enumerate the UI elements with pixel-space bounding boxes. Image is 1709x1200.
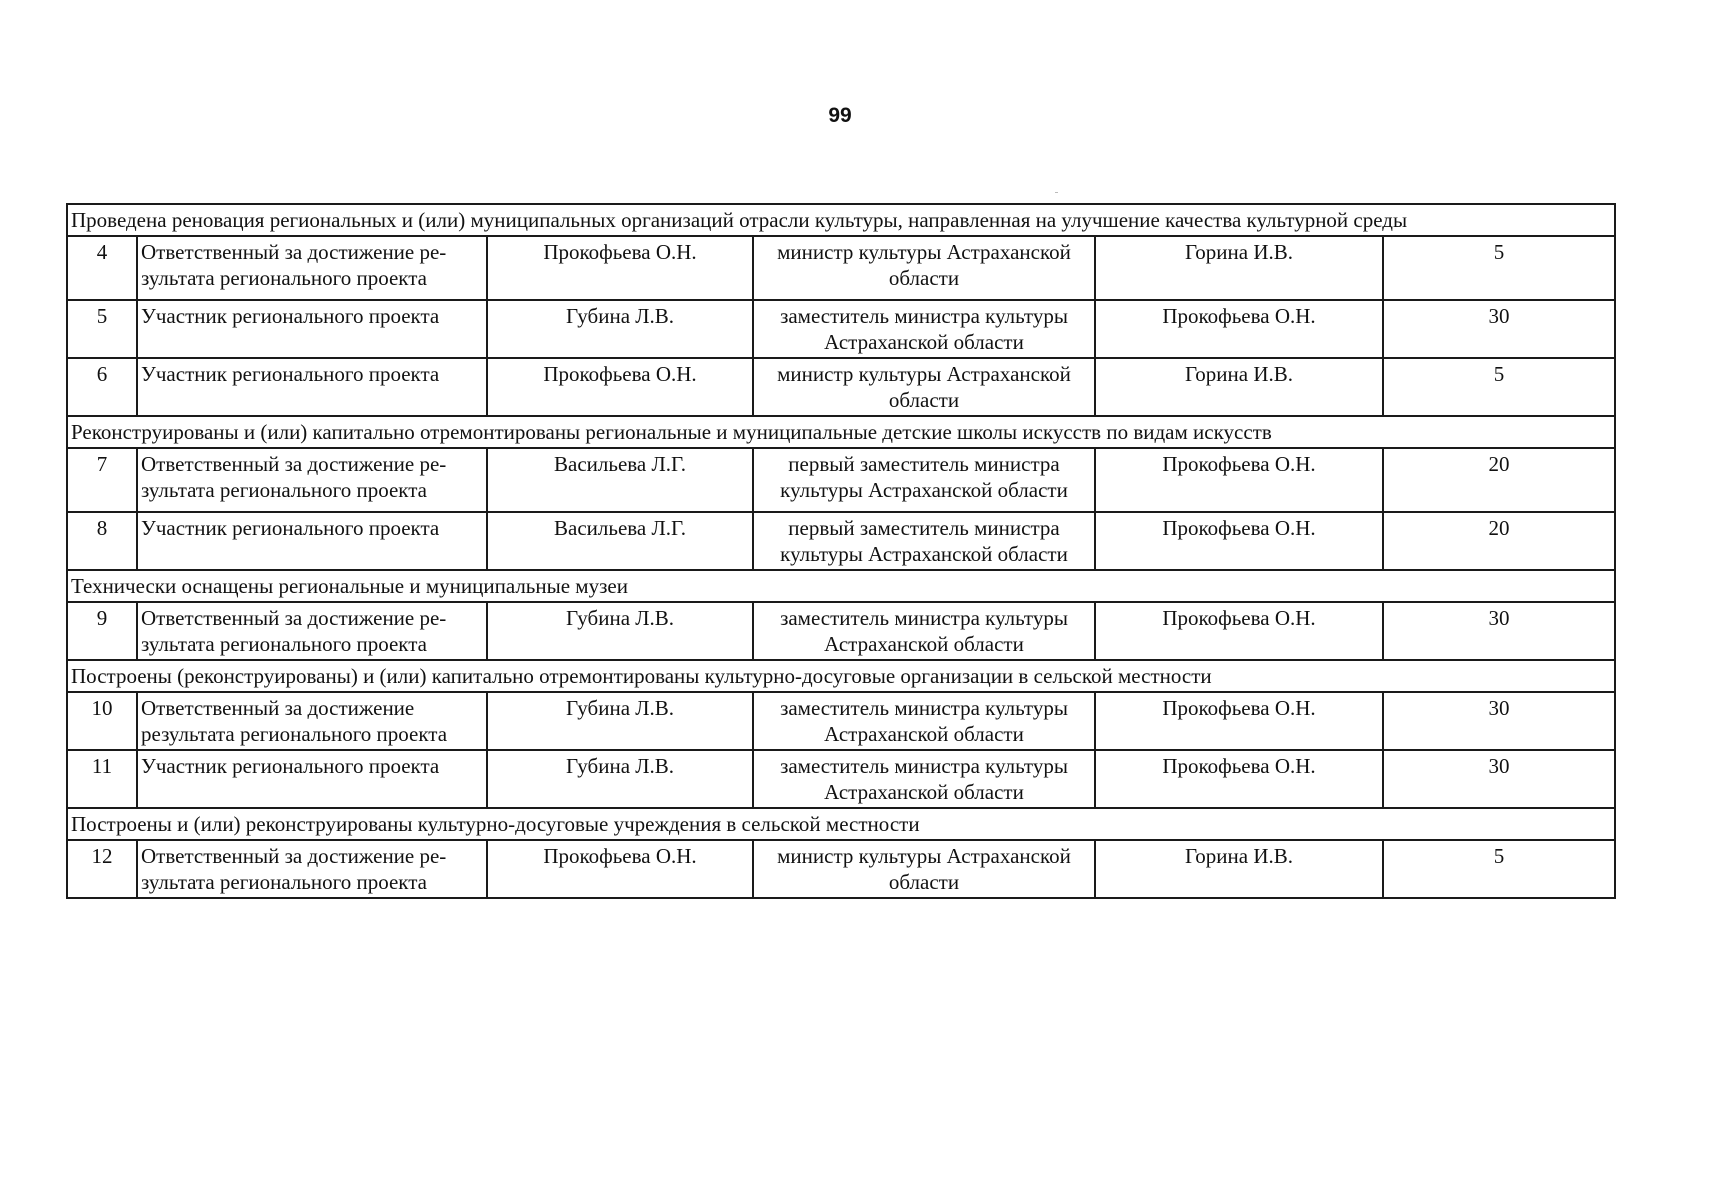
- value-cell: 30: [1383, 602, 1615, 660]
- value-cell: 30: [1383, 300, 1615, 358]
- row-number: 11: [67, 750, 137, 808]
- supervisor-cell: Горина И.В.: [1095, 236, 1383, 300]
- row-number: 12: [67, 840, 137, 898]
- responsibility-table: [66, 203, 1616, 899]
- table-row: [67, 236, 1615, 300]
- value-cell: 30: [1383, 750, 1615, 808]
- section-header-row: [67, 416, 1615, 448]
- row-number: 9: [67, 602, 137, 660]
- position-cell: заместитель министра культуры Астраханской области: [753, 602, 1095, 660]
- role-cell: Ответственный за достижение ре-зультата регионального проекта: [137, 448, 487, 512]
- name-cell: Губина Л.В.: [487, 602, 753, 660]
- section-header-row: [67, 204, 1615, 236]
- section-header-row: [67, 660, 1615, 692]
- table-row: [67, 692, 1615, 750]
- name-cell: Губина Л.В.: [487, 692, 753, 750]
- supervisor-cell: Горина И.В.: [1095, 840, 1383, 898]
- supervisor-cell: Прокофьева О.Н.: [1095, 750, 1383, 808]
- row-number: 5: [67, 300, 137, 358]
- role-cell: Участник регионального проекта: [137, 512, 487, 570]
- row-number: 8: [67, 512, 137, 570]
- name-cell: Васильева Л.Г.: [487, 448, 753, 512]
- section-header-row: [67, 808, 1615, 840]
- name-cell: Прокофьева О.Н.: [487, 358, 753, 416]
- role-cell: Ответственный за достижение ре-зультата регионального проекта: [137, 602, 487, 660]
- table-row: [67, 358, 1615, 416]
- section-title: Проведена реновация региональных и (или) муниципальных организаций отрасли культуры, направленная на улучшение качества культурной среды: [67, 204, 1615, 236]
- section-title: Построены и (или) реконструированы культурно-досуговые учреждения в сельской местности: [67, 808, 1615, 840]
- section-header-row: [67, 570, 1615, 602]
- name-cell: Губина Л.В.: [487, 300, 753, 358]
- value-cell: 20: [1383, 512, 1615, 570]
- value-cell: 30: [1383, 692, 1615, 750]
- position-cell: первый заместитель министра культуры Астраханской области: [753, 448, 1095, 512]
- value-cell: 20: [1383, 448, 1615, 512]
- row-number: 6: [67, 358, 137, 416]
- position-cell: первый заместитель министра культуры Астраханской области: [753, 512, 1095, 570]
- table-row: [67, 602, 1615, 660]
- supervisor-cell: Горина И.В.: [1095, 358, 1383, 416]
- value-cell: 5: [1383, 840, 1615, 898]
- table-row: [67, 840, 1615, 898]
- role-cell: Ответственный за достижение ре-зультата регионального проекта: [137, 840, 487, 898]
- supervisor-cell: Прокофьева О.Н.: [1095, 512, 1383, 570]
- section-title: Реконструированы и (или) капитально отремонтированы региональные и муниципальные детские школы искусств по видам искусств: [67, 416, 1615, 448]
- name-cell: Прокофьева О.Н.: [487, 840, 753, 898]
- role-cell: Участник регионального проекта: [137, 358, 487, 416]
- position-cell: заместитель министра культуры Астраханской области: [753, 692, 1095, 750]
- table-row: [67, 512, 1615, 570]
- supervisor-cell: Прокофьева О.Н.: [1095, 602, 1383, 660]
- supervisor-cell: Прокофьева О.Н.: [1095, 692, 1383, 750]
- name-cell: Васильева Л.Г.: [487, 512, 753, 570]
- role-cell: Участник регионального проекта: [137, 300, 487, 358]
- position-cell: министр культуры Астраханской области: [753, 358, 1095, 416]
- page-number: 99: [828, 104, 852, 127]
- table-row: [67, 750, 1615, 808]
- row-number: 4: [67, 236, 137, 300]
- supervisor-cell: Прокофьева О.Н.: [1095, 300, 1383, 358]
- row-number: 10: [67, 692, 137, 750]
- role-cell: Ответственный за достижение результата регионального проекта: [137, 692, 487, 750]
- name-cell: Губина Л.В.: [487, 750, 753, 808]
- role-cell: Ответственный за достижение ре-зультата регионального проекта: [137, 236, 487, 300]
- table-row: [67, 448, 1615, 512]
- section-title: Построены (реконструированы) и (или) капитально отремонтированы культурно-досуговые организации в сельской местности: [67, 660, 1615, 692]
- role-cell: Участник регионального проекта: [137, 750, 487, 808]
- position-cell: министр культуры Астраханской области: [753, 236, 1095, 300]
- scan-artifact: [1055, 192, 1058, 193]
- position-cell: заместитель министра культуры Астраханской области: [753, 750, 1095, 808]
- name-cell: Прокофьева О.Н.: [487, 236, 753, 300]
- value-cell: 5: [1383, 236, 1615, 300]
- position-cell: министр культуры Астраханской области: [753, 840, 1095, 898]
- position-cell: заместитель министра культуры Астраханской области: [753, 300, 1095, 358]
- table-row: [67, 300, 1615, 358]
- row-number: 7: [67, 448, 137, 512]
- section-title: Технически оснащены региональные и муниципальные музеи: [67, 570, 1615, 602]
- value-cell: 5: [1383, 358, 1615, 416]
- supervisor-cell: Прокофьева О.Н.: [1095, 448, 1383, 512]
